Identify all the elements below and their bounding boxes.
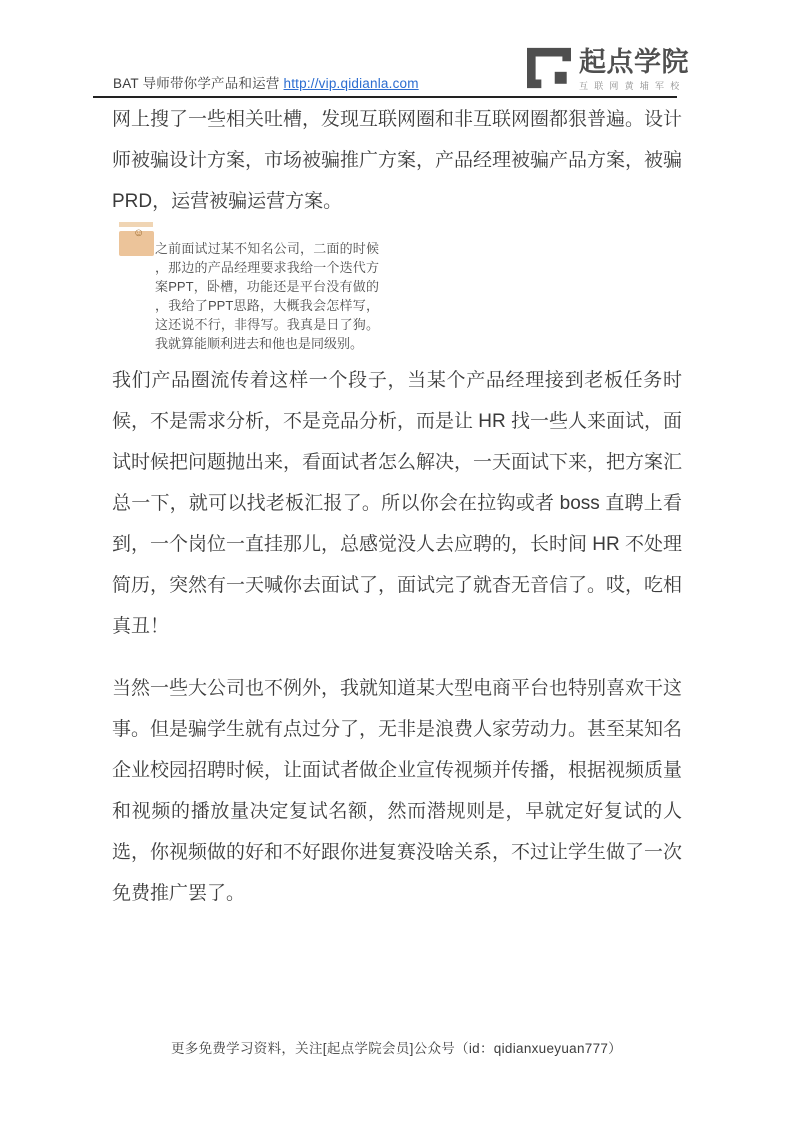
smiley-face-icon: ☺: [133, 227, 145, 239]
quoted-comment-image: [118, 220, 380, 356]
commenter-avatar: [119, 227, 154, 256]
header-link[interactable]: http://vip.qidianla.com: [283, 76, 419, 91]
logo-name: 起点学院: [579, 47, 689, 77]
quoted-comment-text: 之前面试过某不知名公司，二面的时候，那边的产品经理要求我给一个迭代方案PPT，卧槽，功能还是平台没有做的，我给了PPT思路，大概我会怎样写，这还说不行，非得写。我真是日了狗。我就算能顺利进去和他也是同级别。: [155, 241, 379, 351]
header-tagline: [113, 72, 419, 92]
article-paragraph-2: 我们产品圈流传着这样一个段子，当某个产品经理接到老板任务时候，不是需求分析，不是竞品分析，而是让 HR 找一些人来面试，面试时候把问题抛出来，看面试者怎么解决，一天面试下来，把方案汇总一下，就可以找老板汇报了。所以你会在拉钩或者 boss 直聘上看到，一个岗位一直挂那儿，总感觉没人去应聘的，长时间 HR 不处理简历，突然有一天喊你去面试了，面试完了就杳无音信了。哎，吃相真丑！: [112, 370, 683, 637]
footer-note: 更多免费学习资料，关注[起点学院会员]公众号（id：qidianxueyuan777）: [170, 1041, 622, 1056]
qidian-logo-icon: [527, 47, 571, 89]
header-tagline-text: BAT 导师带你学产品和运营: [113, 76, 284, 91]
logo-text-block: [579, 47, 689, 92]
brand-logo: [527, 47, 687, 95]
logo-subtitle: 互联网黄埔军校: [579, 81, 686, 91]
article-paragraph-3: 当然一些大公司也不例外，我就知道某大型电商平台也特别喜欢干这事。但是骗学生就有点过分了，无非是浪费人家劳动力。甚至某知名企业校园招聘时候，让面试者做企业宣传视频并传播，根据视频质量和视频的播放量决定复试名额，然而潜规则是，早就定好复试的人选，你视频做的好和不好跟你进复赛没啥关系，不过让学生做了一次免费推广罢了。: [112, 678, 683, 904]
header-divider: [93, 96, 677, 98]
article-paragraph-1: 网上搜了一些相关吐槽，发现互联网圈和非互联网圈都狠普遍。设计师被骗设计方案，市场被骗推广方案，产品经理被骗产品方案，被骗PRD，运营被骗运营方案。: [112, 109, 683, 212]
